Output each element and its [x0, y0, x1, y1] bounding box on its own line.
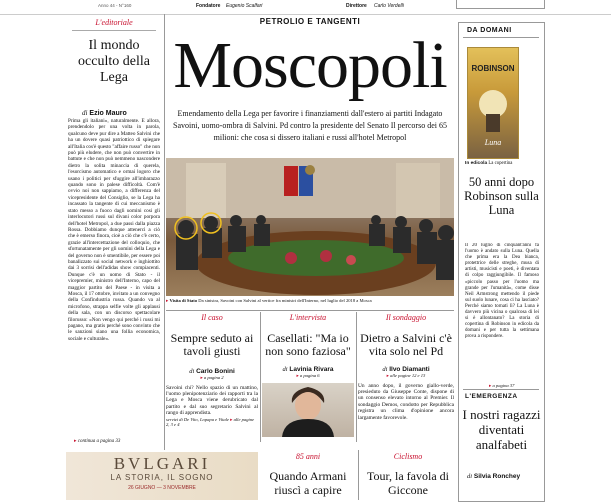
story3-byline	[358, 366, 454, 373]
divider	[463, 389, 539, 390]
story-ciclismo	[360, 452, 456, 497]
cover-art	[476, 84, 510, 132]
divider	[463, 37, 539, 38]
story2-page-text: a pagina 6	[299, 373, 320, 378]
continue-text: continua a pagina 33	[77, 439, 121, 444]
story4-kicker: 85 anni	[295, 452, 321, 461]
robinson-page-text: a pagina 37	[492, 383, 515, 388]
byline-prefix: di	[382, 366, 388, 373]
right-header: DA DOMANI	[467, 27, 512, 34]
story1-title: Sempre seduto ai tavoli giusti	[170, 331, 254, 358]
story1-services-page: alle pagine 2, 3 e 4	[166, 416, 255, 428]
editorial-column	[66, 14, 162, 500]
editorial-body: Prima gli italiani», naturalmente. E allora, prendendolo per una volta in parola, qualcuno deve pur dire a Matteo Salvini che ha un dovere quasi patriottico di spiegare all'Italia cos'è questo "affaire russo" che non può più eludere, che non può convertire in battute e che non può nemmeno nascondere dietro la solita minaccia di querela, l'esorcismo automatico e ormai logoro che usano i politici per sfuggire all'imbarazzo quando sono in palese difficoltà. Com'è ovvio noi non sappiamo, a differenza del vicepresidente del Consiglio, se la Lega ha incassato la tangente di cui meccanismo è stato messo a fuoco dagli uomini cosi gli interlocutori russi sul divani color porpora dell'hotel Metropol, a due passi dalla piazza Rossa. Dobbiamo dunque attenerci a ciò che è emerso finora, cioè a ciò che c'è certo, grazie all'intercettazione del colloquio, che sfortunatamente per gli uomini della Lega e del governo non è smentibile, per essere poi banalizzato sui social network e inghiottito dai 3 sorrisi dell'adidas show compiacenti. Dunque c'è un uomo di Stato - il vicepremier, ministro dell'Interno, capo del maggior partito del Paese - in visita a Mosca, il 17 ottobre, invitato a un convegno della Confindustria russa. Quando va al microfono, strappa selfie volte gli applausi della sala, con un discorso spettacolare filorusso: «Non vengo qui perché i russi mi pagano, ma gratis perché sono convinto che le sanzioni siano una follia economica, sociale e culturale».	[68, 118, 160, 342]
editorial-kicker: L'editoriale	[95, 18, 133, 27]
emergenza-title: I nostri ragazzi diventati analfabeti	[462, 407, 541, 452]
main-deck: Emendamento della Lega per favorire i finanziamenti dall'estero ai partiti Indagato Savoini, uomo-ombra di Salvini. Pd contro la presidente del Senato Il percorso dei 65 milioni: che cosa si dissero italiani e russi all'hotel Metropol	[173, 109, 447, 142]
story2-page: ▸ a pagina 6	[296, 373, 320, 378]
director-label: Direttore	[346, 3, 367, 9]
ad-dates: 26 GIUGNO — 3 NOVEMBRE	[128, 485, 196, 491]
story3-author: Ilvo Diamanti	[389, 366, 430, 373]
cover-caption	[465, 161, 541, 166]
story1-kicker: Il caso	[201, 313, 223, 322]
story4-title: Quando Armani riuscì a capire	[269, 469, 347, 497]
top-right-box	[456, 0, 545, 9]
emergenza-byline	[467, 473, 520, 480]
byline-prefix: di	[82, 109, 88, 117]
story3-page-text: alle pagine 12 e 13	[390, 373, 426, 378]
issue-number: Anno 44 - N°160	[98, 3, 132, 8]
story3-page: ▸ alle pagine 12 e 13	[386, 373, 426, 378]
founder-label: Fondatore	[196, 3, 221, 9]
story5-title: Tour, la favola di Giccone	[367, 469, 449, 497]
story2-byline	[262, 366, 354, 373]
story3-kicker: Il sondaggio	[385, 313, 427, 322]
robinson-title: 50 anni dopo Robinson sulla Luna	[464, 175, 539, 217]
caption-text: Da sinistra, Savoini con Salvini al vertice fra ministri dell'Interno, nel luglio del 2018 a Mosca	[198, 298, 372, 303]
byline-prefix: di	[467, 473, 473, 480]
cover-sub: Luna	[484, 138, 502, 147]
story-il-caso	[166, 312, 258, 440]
story1-services-text: servizi di De Vito, Lopapa e Vitale	[166, 416, 229, 422]
top-bar	[0, 0, 611, 15]
editorial-continue	[74, 438, 162, 444]
editorial-author: Ezio Mauro	[89, 110, 127, 117]
casellati-photo	[262, 383, 354, 437]
story-intervista	[262, 312, 354, 440]
cover-tag: In edicola	[465, 161, 488, 166]
main-photo	[166, 158, 454, 296]
portrait-illustration	[262, 383, 354, 437]
row-divider	[166, 310, 454, 311]
caption-label: Visita di Stato	[169, 298, 198, 303]
story-sondaggio	[358, 312, 454, 440]
director-name: Carlo Verdelli	[374, 3, 404, 9]
editorial-title: Il mondo occulto della Lega	[78, 38, 150, 85]
story2-author: Lavinia Rivara	[289, 366, 334, 373]
caption-arrow-icon: ▸	[166, 298, 169, 303]
byline-prefix: di	[282, 366, 288, 373]
robinson-cover[interactable]	[467, 47, 519, 159]
story1-services: servizi di De Vito, Lopapa e Vitale ▸ alle pagine 2, 3 e 4	[166, 416, 255, 428]
column-rule	[260, 312, 261, 442]
right-column	[458, 22, 545, 502]
meeting-photo-illustration	[166, 158, 454, 296]
robinson-page: ▸ a pagina 37	[489, 383, 515, 388]
ad-line1: LA STORIA, IL SOGNO	[110, 473, 214, 482]
ad-brand: BVLGARI	[113, 454, 211, 473]
column-rule	[356, 312, 357, 442]
main-headline: Moscopoli	[173, 29, 447, 102]
story1-byline	[166, 368, 258, 375]
cover-title: ROBINSON	[471, 64, 515, 73]
story-armani	[260, 452, 356, 497]
story2-title: Casellati: "Ma io non sono faziosa"	[265, 331, 351, 358]
story5-kicker: Ciclismo	[393, 452, 423, 461]
emergenza-author: Silvia Ronchey	[473, 473, 521, 480]
continue-arrow-icon: ▸	[74, 439, 77, 444]
cover-tag-text: La copertina	[488, 161, 513, 166]
photo-caption	[166, 298, 456, 304]
story1-page-text: a pagina 2	[203, 375, 224, 380]
story1-author: Carlo Bonini	[196, 368, 235, 375]
byline-prefix: di	[189, 368, 195, 375]
section-label: PETROLIO E TANGENTI	[259, 17, 361, 26]
story3-title: Dietro a Salvini c'è vita solo nel Pd	[360, 331, 452, 358]
editorial-byline	[82, 109, 162, 117]
founder-name: Eugenio Scalfari	[226, 3, 263, 9]
story3-body: Un anno dopo, il governo giallo-verde, presieduto da Giuseppe Conte, dispone di un consenso elevato intorno al Premier. Il sondaggio Demos, condotto per Repubblica registra un clima d'opinione ancora largamente favorevole.	[358, 382, 454, 421]
robinson-body: Il 20 luglio di cinquant'anni fa l'uomo è andato sulla Luna. Quella che prima era la Dea bianca, protettrice delle streghe, musa di artisti, musicisti e poeti, è diventata di colpo raggiungibile. Il famoso «piccolo passo per l'uomo ma grande per l'umanità», come disse Neil Armstrong mettendo il piede sul suolo lunare, cosa ci ha lasciato? Perché siamo tornati lì? La Luna è davvero più vicina o qualcosa di lei si è allontanato? La storia di copertina di Robinson in edicola da domani e per tutta la settimana prova a rispondere.	[465, 243, 539, 340]
bulgari-ad[interactable]	[66, 452, 258, 500]
section2-label: L'EMERGENZA	[465, 393, 518, 400]
divider	[72, 30, 156, 31]
story1-body: Savoini chi? Nello spazio di un mattino, l'uomo plenipotenziario dei rapporti tra la Lega e Mosca viene derubricato dal partito e dal suo segretario Salvini al rango di apprendista.	[166, 384, 258, 417]
column-rule	[358, 450, 359, 500]
story2-kicker: L'intervista	[289, 313, 327, 322]
story1-page: ▸ a pagina 2	[200, 375, 224, 380]
